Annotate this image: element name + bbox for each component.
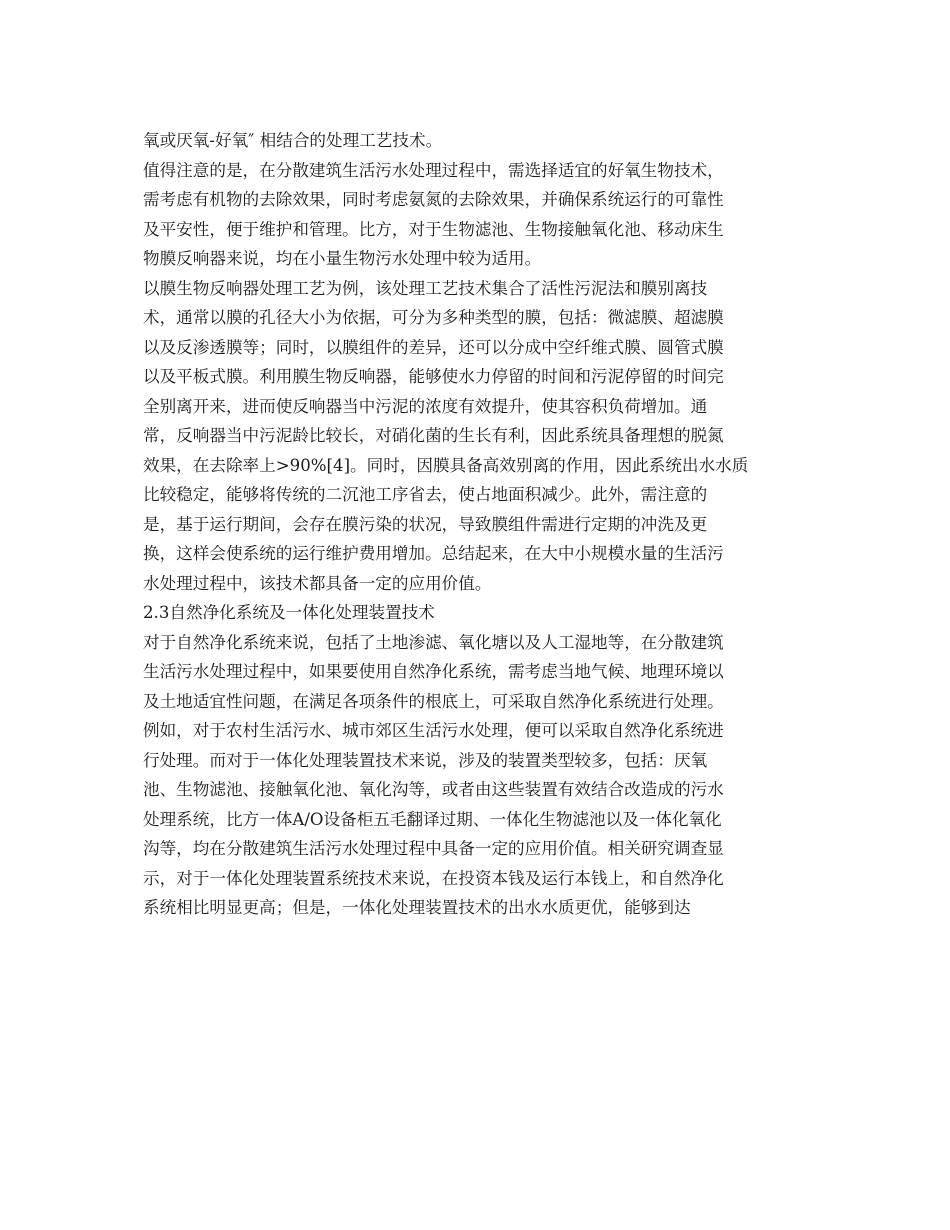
text-line: 常，反响器当中污泥龄比较长，对硝化菌的生长有利，因此系统具备理想的脱氮 <box>143 426 724 445</box>
text-line: 沟等，均在分散建筑生活污水处理过程中具备一定的应用价值。相关研究调查显 <box>143 839 724 858</box>
text-line: 及土地适宜性问题，在满足各项条件的根底上，可采取自然净化系统进行处理。 <box>143 691 724 711</box>
text-line: 需考虑有机物的去除效果，同时考虑氨氮的去除效果，并确保系统运行的可靠性 <box>143 190 724 209</box>
text-line: 比较稳定，能够将传统的二沉池工序省去，使占地面积减少。此外，需注意的 <box>143 485 708 504</box>
text-line: 以及反渗透膜等；同时，以膜组件的差异，还可以分成中空纤维式膜、圆管式膜 <box>143 337 724 357</box>
text-line: 及平安性，便于维护和管理。比方，对于生物滤池、生物接触氧化池、移动床生 <box>143 219 724 239</box>
section-heading: 2.3自然净化系统及一体化处理装置技术 <box>143 603 435 622</box>
text-line: 以及平板式膜。利用膜生物反响器，能够使水力停留的时间和污泥停留的时间完 <box>143 367 724 386</box>
text-line: 换，这样会使系统的运行维护费用增加。总结起来，在大中小规模水量的生活污 <box>143 544 724 563</box>
text-line: 物膜反响器来说，均在小量生物污水处理中较为适用。 <box>143 249 542 268</box>
text-line: 池、生物滤池、接触氧化池、氧化沟等，或者由这些装置有效结合改造成的污水 <box>143 780 724 799</box>
text-line: 术，通常以膜的孔径大小为依据，可分为多种类型的膜，包括：微滤膜、超滤膜 <box>143 308 724 327</box>
text-line: 全别离开来，进而使反响器当中污泥的浓度有效提升，使其容积负荷增加。通 <box>143 396 708 416</box>
text-line: 值得注意的是，在分散建筑生活污水处理过程中，需选择适宜的好氧生物技术， <box>143 160 724 180</box>
text-line: 是，基于运行期间，会存在膜污染的状况，导致膜组件需进行定期的冲洗及更 <box>143 514 708 534</box>
text-line: 对于自然净化系统来说，包括了土地渗滤、氧化塘以及人工湿地等，在分散建筑 <box>143 632 724 652</box>
text-line: 例如，对于农村生活污水、城市郊区生活污水处理，便可以采取自然净化系统进 <box>143 721 724 740</box>
text-line: 氧或厌氧-好氧″ 相结合的处理工艺技术。 <box>143 131 443 150</box>
text-line: 处理系统，比方一体A/O设备柜五毛翻译过期、一体化生物滤池以及一体化氧化 <box>143 809 722 829</box>
text-line: 行处理。而对于一体化处理装置技术来说，涉及的装置类型较多，包括：厌氧 <box>143 750 708 770</box>
text-line: 系统相比明显更高；但是，一体化处理装置技术的出水水质更优，能够到达 <box>143 898 691 917</box>
text-line: 示，对于一体化处理装置系统技术来说，在投资本钱及运行本钱上，和自然净化 <box>143 868 724 888</box>
text-line: 水处理过程中，该技术都具备一定的应用价值。 <box>143 573 492 593</box>
text-line: 效果，在去除率上>90%[4]。同时，因膜具备高效别离的作用，因此系统出水水质 <box>143 455 749 475</box>
text-line: 以膜生物反响器处理工艺为例，该处理工艺技术集合了活性污泥法和膜别离技 <box>143 278 708 298</box>
document-body <box>143 126 823 923</box>
text-line: 生活污水处理过程中，如果要使用自然净化系统，需考虑当地气候、地理环境以 <box>143 662 724 681</box>
